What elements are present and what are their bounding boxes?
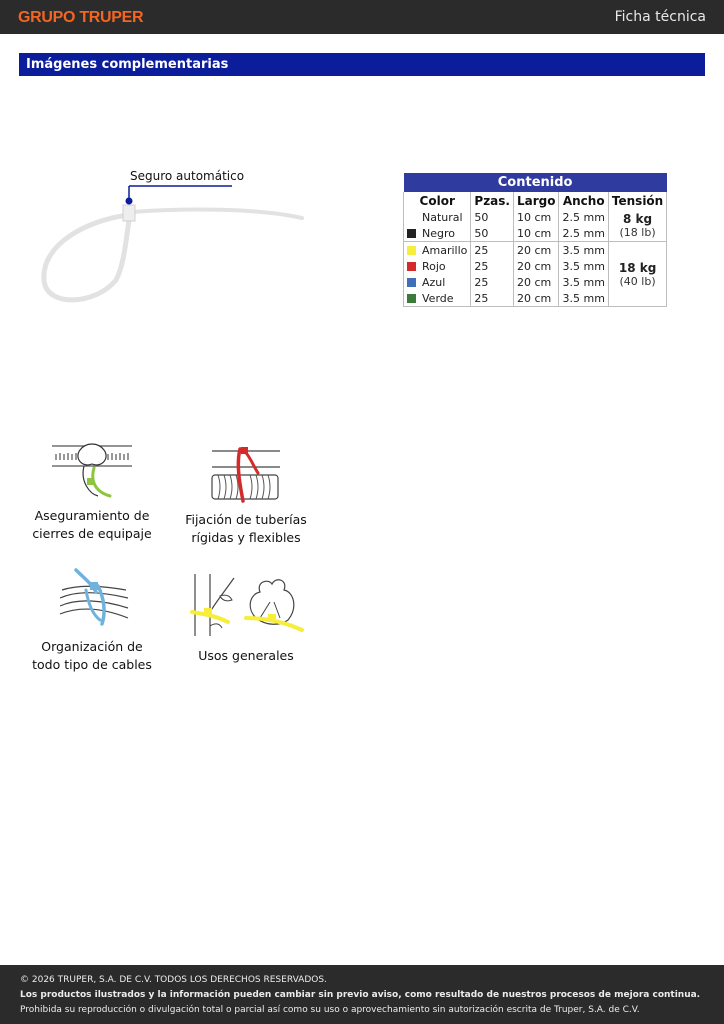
use-label-line: rígidas y flexibles <box>191 530 301 545</box>
row-pzas: 25 <box>471 258 514 274</box>
table-row <box>404 242 667 259</box>
color-swatch <box>407 229 416 238</box>
use-label-cables <box>22 638 162 674</box>
row-pzas: 25 <box>471 290 514 307</box>
row-largo: 20 cm <box>513 274 559 290</box>
tension-group-1 <box>608 209 666 242</box>
row-pzas: 50 <box>471 209 514 225</box>
row-ancho: 3.5 mm <box>559 258 608 274</box>
row-largo: 10 cm <box>513 225 559 242</box>
row-pzas: 25 <box>471 274 514 290</box>
col-header-tension: Tensión <box>608 192 666 209</box>
pipe-tie-icon <box>210 445 282 503</box>
footer-prohibition: Prohibida su reproducción o divulgación total o parcial así como su uso o aprovechamiento sin autorización escrita de Truper, S.A. de C.V. <box>20 1005 640 1015</box>
table-title: Contenido <box>404 173 667 192</box>
footer-notice: Los productos ilustrados y la información pueden cambiar sin previo aviso, como resultado de nuestros procesos de mejora continua. <box>20 990 701 1000</box>
tension-kg: 18 kg <box>618 260 657 275</box>
col-header-ancho: Ancho <box>559 192 608 209</box>
row-largo: 20 cm <box>513 290 559 307</box>
row-color: Amarillo <box>422 243 468 257</box>
use-label-line: Fijación de tuberías <box>185 512 307 527</box>
tension-group-2 <box>608 242 666 307</box>
top-bar <box>0 0 724 34</box>
use-label-line: Usos generales <box>198 648 294 663</box>
tension-kg: 8 kg <box>623 211 653 226</box>
use-label-pipes <box>176 511 316 547</box>
row-largo: 10 cm <box>513 209 559 225</box>
row-pzas: 50 <box>471 225 514 242</box>
use-label-line: todo tipo de cables <box>32 657 152 672</box>
row-ancho: 3.5 mm <box>559 242 608 259</box>
section-title: Imágenes complementarias <box>26 57 229 72</box>
col-header-color: Color <box>404 192 471 209</box>
col-header-pzas: Pzas. <box>471 192 514 209</box>
content-table <box>403 173 667 307</box>
color-swatch <box>407 278 416 287</box>
row-color: Rojo <box>422 259 446 273</box>
section-header <box>19 53 705 76</box>
color-swatch <box>407 212 416 221</box>
use-label-general <box>176 647 316 665</box>
document-type: Ficha técnica <box>614 9 706 25</box>
row-color: Negro <box>422 226 455 240</box>
color-swatch <box>407 246 416 255</box>
color-swatch <box>407 262 416 271</box>
table-row <box>404 209 667 225</box>
row-color: Verde <box>422 291 454 305</box>
use-label-line: cierres de equipaje <box>32 526 152 541</box>
row-ancho: 2.5 mm <box>559 225 608 242</box>
row-largo: 20 cm <box>513 242 559 259</box>
use-label-line: Aseguramiento de <box>34 508 150 523</box>
col-header-largo: Largo <box>513 192 559 209</box>
use-label-luggage <box>22 507 162 543</box>
color-swatch <box>407 294 416 303</box>
tension-lb: (40 lb) <box>619 274 656 288</box>
luggage-zipper-icon <box>50 442 135 502</box>
use-label-line: Organización de <box>41 639 143 654</box>
row-color: Azul <box>422 275 446 289</box>
tension-lb: (18 lb) <box>619 225 656 239</box>
row-pzas: 25 <box>471 242 514 259</box>
footer-copyright: © 2026 TRUPER, S.A. DE C.V. TODOS LOS DERECHOS RESERVADOS. <box>20 975 327 985</box>
footer <box>0 965 724 1024</box>
row-ancho: 3.5 mm <box>559 290 608 307</box>
row-color: Natural <box>422 210 463 224</box>
cable-bundle-icon <box>58 568 130 630</box>
auto-lock-callout: Seguro automático <box>130 169 245 183</box>
row-ancho: 3.5 mm <box>559 274 608 290</box>
row-ancho: 2.5 mm <box>559 209 608 225</box>
row-largo: 20 cm <box>513 258 559 274</box>
general-use-icon <box>190 572 308 638</box>
brand-logo: GRUPO TRUPER <box>18 9 144 26</box>
